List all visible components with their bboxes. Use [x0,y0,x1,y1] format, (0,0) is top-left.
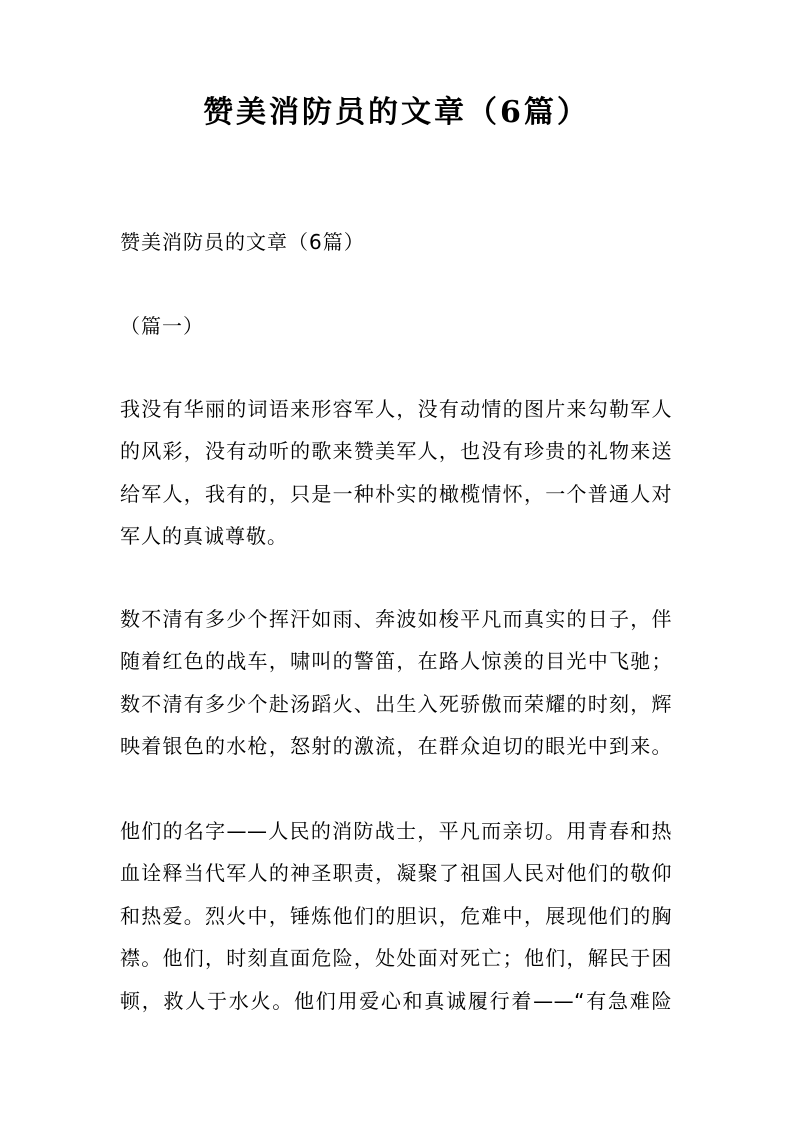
paragraph-2-line-3: 数不清有多少个赴汤蹈火、出生入死骄傲而荣耀的时刻，辉 [120,692,672,716]
paragraph-2-line-2: 随着红色的战车，啸叫的警笛，在路人惊羡的目光中飞驰； [120,649,672,673]
paragraph-1-line-2: 的风彩，没有动听的歌来赞美军人，也没有珍贵的礼物来送 [120,439,672,463]
paragraph-1-line-4: 军人的真诚尊敬。 [120,524,288,548]
paragraph-1-line-1: 我没有华丽的词语来形容军人，没有动情的图片来勾勒军人 [120,397,672,421]
paragraph-3-line-5: 顿，救人于水火。他们用爱心和真诚履行着——“有急难险 [120,989,672,1013]
document-body [120,0,672,1122]
section-heading: （篇一） [120,314,204,338]
document-title: 赞美消防员的文章（6篇） [203,95,590,130]
paragraph-3-line-2: 血诠释当代军人的神圣职责，凝聚了祖国人民对他们的敬仰 [120,861,672,885]
paragraph-1-line-3: 给军人，我有的，只是一种朴实的橄榄情怀，一个普通人对 [120,482,672,506]
document-subtitle: 赞美消防员的文章（6篇） [120,230,365,254]
paragraph-3-line-3: 和热爱。烈火中，锤炼他们的胆识，危难中，展现他们的胸 [120,904,672,928]
paragraph-3-line-1: 他们的名字——人民的消防战士，平凡而亲切。用青春和热 [120,819,672,843]
paragraph-2-line-4: 映着银色的水枪，怒射的激流，在群众迫切的眼光中到来。 [120,734,672,758]
paragraph-3-line-4: 襟。他们，时刻直面危险，处处面对死亡；他们，解民于困 [120,946,672,970]
paragraph-2-line-1: 数不清有多少个挥汗如雨、奔波如梭平凡而真实的日子，伴 [120,607,672,631]
